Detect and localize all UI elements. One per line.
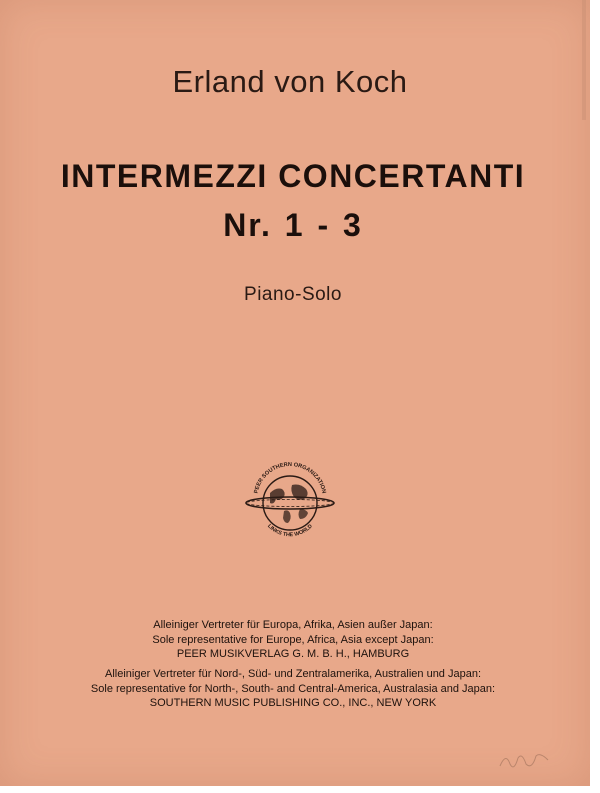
svg-text:LINKS THE WORLD [266, 523, 314, 538]
logo-bottom-text: LINKS THE WORLD [266, 523, 314, 539]
composer-name: Erland von Koch [172, 64, 408, 99]
work-title: INTERMEZZI CONCERTANTI [60, 158, 526, 194]
credit-line-europe-publisher: PEER MUSIKVERLAG G. M. B. H., HAMBURG [176, 648, 410, 660]
credits-americas [0, 667, 586, 711]
credit-line-europe-de: Alleiniger Vertreter für Europa, Afrika, Asien außer Japan: [153, 619, 433, 631]
pencil-mark-icon [498, 748, 550, 772]
credits-europe [0, 618, 586, 662]
paper-edge-mark [582, 0, 586, 120]
logo-top-text: PEER SOUTHERN ORGANIZATION [253, 461, 327, 495]
credit-line-americas-en: Sole representative for North-, South- and Central-America, Australasia and Japan: [90, 682, 496, 695]
globe-chain-icon [240, 455, 340, 545]
credit-line-americas-publisher: SOUTHERN MUSIC PUBLISHING CO., INC., NEW YORK [149, 697, 437, 709]
instrumentation: Piano-Solo [244, 284, 342, 305]
credit-line-europe-en: Sole representative for Europe, Africa, Asia except Japan: [152, 633, 434, 646]
work-number: Nr. 1 - 3 [223, 207, 363, 243]
svg-text:PEER SOUTHERN ORGANIZATION [253, 462, 326, 494]
credit-line-americas-de: Alleiniger Vertreter für Nord-, Süd- und Zentralamerika, Australien und Japan: [104, 668, 482, 680]
